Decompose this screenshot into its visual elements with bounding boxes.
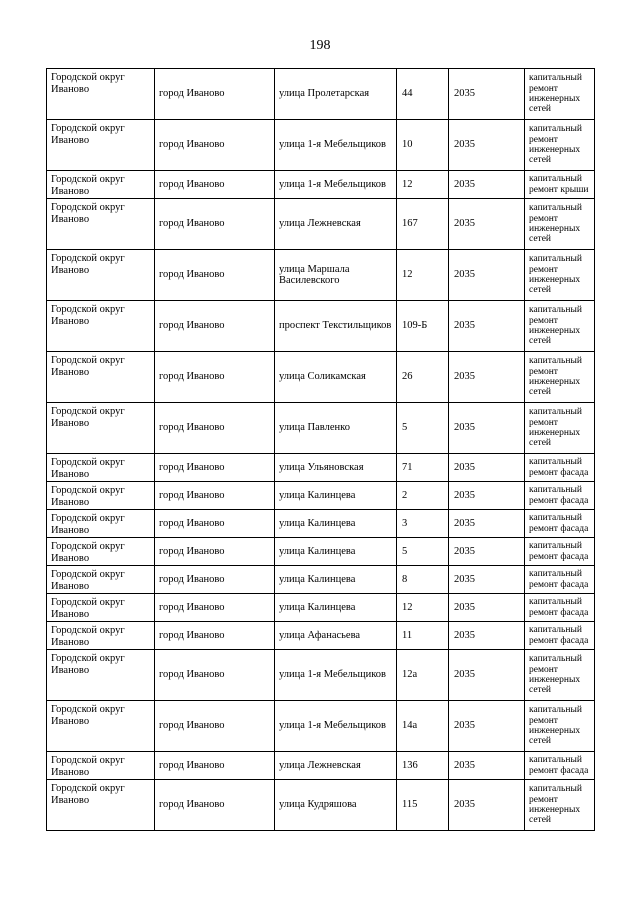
city-cell: город Иваново (155, 780, 275, 831)
street-cell: улица Лежневская (275, 199, 397, 250)
street-cell: улица Калинцева (275, 510, 397, 538)
city-cell: город Иваново (155, 301, 275, 352)
district-cell: Городской округ Иваново (47, 120, 155, 171)
street-cell: улица Калинцева (275, 594, 397, 622)
street-cell: улица 1-я Мебельщиков (275, 120, 397, 171)
house-number-cell: 2 (397, 482, 449, 510)
work-type-cell: капитальный ремонт крыши (525, 171, 595, 199)
work-type-cell: капитальный ремонт инженерных сетей (525, 199, 595, 250)
city-cell: город Иваново (155, 510, 275, 538)
work-type-cell: капитальный ремонт инженерных сетей (525, 701, 595, 752)
district-cell: Городской округ Иваново (47, 352, 155, 403)
street-cell: улица Калинцева (275, 538, 397, 566)
city-cell: город Иваново (155, 454, 275, 482)
street-cell: улица Кудряшова (275, 780, 397, 831)
district-cell: Городской округ Иваново (47, 301, 155, 352)
table-row (47, 510, 595, 538)
work-type-cell: капитальный ремонт фасада (525, 538, 595, 566)
year-cell: 2035 (449, 171, 525, 199)
city-cell: город Иваново (155, 352, 275, 403)
street-cell: улица Калинцева (275, 566, 397, 594)
year-cell: 2035 (449, 780, 525, 831)
table-row (47, 120, 595, 171)
city-cell: город Иваново (155, 482, 275, 510)
house-number-cell: 14а (397, 701, 449, 752)
work-type-cell: капитальный ремонт фасада (525, 594, 595, 622)
table-row (47, 199, 595, 250)
house-number-cell: 44 (397, 69, 449, 120)
street-cell: улица Ульяновская (275, 454, 397, 482)
year-cell: 2035 (449, 622, 525, 650)
table-row (47, 701, 595, 752)
work-type-cell: капитальный ремонт фасада (525, 482, 595, 510)
year-cell: 2035 (449, 403, 525, 454)
work-type-cell: капитальный ремонт инженерных сетей (525, 403, 595, 454)
street-cell: улица 1-я Мебельщиков (275, 171, 397, 199)
house-number-cell: 12а (397, 650, 449, 701)
house-number-cell: 136 (397, 752, 449, 780)
district-cell: Городской округ Иваново (47, 250, 155, 301)
table-row (47, 171, 595, 199)
work-type-cell: капитальный ремонт инженерных сетей (525, 650, 595, 701)
table-body (47, 69, 595, 831)
district-cell: Городской округ Иваново (47, 594, 155, 622)
work-type-cell: капитальный ремонт инженерных сетей (525, 250, 595, 301)
house-number-cell: 167 (397, 199, 449, 250)
city-cell: город Иваново (155, 538, 275, 566)
year-cell: 2035 (449, 566, 525, 594)
year-cell: 2035 (449, 482, 525, 510)
repair-schedule-table (46, 68, 595, 831)
work-type-cell: капитальный ремонт инженерных сетей (525, 301, 595, 352)
district-cell: Городской округ Иваново (47, 482, 155, 510)
work-type-cell: капитальный ремонт фасада (525, 566, 595, 594)
table-row (47, 301, 595, 352)
year-cell: 2035 (449, 701, 525, 752)
city-cell: город Иваново (155, 566, 275, 594)
work-type-cell: капитальный ремонт фасада (525, 622, 595, 650)
city-cell: город Иваново (155, 594, 275, 622)
city-cell: город Иваново (155, 622, 275, 650)
table-row (47, 250, 595, 301)
city-cell: город Иваново (155, 650, 275, 701)
year-cell: 2035 (449, 301, 525, 352)
year-cell: 2035 (449, 510, 525, 538)
city-cell: город Иваново (155, 403, 275, 454)
year-cell: 2035 (449, 752, 525, 780)
year-cell: 2035 (449, 250, 525, 301)
street-cell: улица 1-я Мебельщиков (275, 701, 397, 752)
street-cell: улица Калинцева (275, 482, 397, 510)
table-row (47, 352, 595, 403)
district-cell: Городской округ Иваново (47, 538, 155, 566)
city-cell: город Иваново (155, 250, 275, 301)
work-type-cell: капитальный ремонт инженерных сетей (525, 69, 595, 120)
district-cell: Городской округ Иваново (47, 403, 155, 454)
table-row (47, 594, 595, 622)
house-number-cell: 26 (397, 352, 449, 403)
district-cell: Городской округ Иваново (47, 510, 155, 538)
house-number-cell: 3 (397, 510, 449, 538)
city-cell: город Иваново (155, 701, 275, 752)
street-cell: улица Соликамская (275, 352, 397, 403)
house-number-cell: 109-Б (397, 301, 449, 352)
table-row (47, 403, 595, 454)
district-cell: Городской округ Иваново (47, 752, 155, 780)
work-type-cell: капитальный ремонт фасада (525, 510, 595, 538)
year-cell: 2035 (449, 120, 525, 171)
table-row (47, 482, 595, 510)
house-number-cell: 12 (397, 250, 449, 301)
work-type-cell: капитальный ремонт инженерных сетей (525, 780, 595, 831)
district-cell: Городской округ Иваново (47, 566, 155, 594)
street-cell: улица Маршала Василевского (275, 250, 397, 301)
city-cell: город Иваново (155, 199, 275, 250)
page-number: 198 (309, 38, 331, 53)
street-cell: улица Пролетарская (275, 69, 397, 120)
city-cell: город Иваново (155, 120, 275, 171)
house-number-cell: 5 (397, 538, 449, 566)
year-cell: 2035 (449, 454, 525, 482)
year-cell: 2035 (449, 69, 525, 120)
house-number-cell: 5 (397, 403, 449, 454)
table-row (47, 650, 595, 701)
table-row (47, 780, 595, 831)
table-row (47, 566, 595, 594)
house-number-cell: 12 (397, 594, 449, 622)
year-cell: 2035 (449, 352, 525, 403)
table-row (47, 622, 595, 650)
district-cell: Городской округ Иваново (47, 454, 155, 482)
table-row (47, 538, 595, 566)
table-row (47, 454, 595, 482)
year-cell: 2035 (449, 650, 525, 701)
table-row (47, 69, 595, 120)
year-cell: 2035 (449, 594, 525, 622)
street-cell: улица Павленко (275, 403, 397, 454)
table-row (47, 752, 595, 780)
city-cell: город Иваново (155, 171, 275, 199)
house-number-cell: 12 (397, 171, 449, 199)
house-number-cell: 71 (397, 454, 449, 482)
district-cell: Городской округ Иваново (47, 199, 155, 250)
street-cell: улица 1-я Мебельщиков (275, 650, 397, 701)
district-cell: Городской округ Иваново (47, 650, 155, 701)
house-number-cell: 115 (397, 780, 449, 831)
street-cell: улица Лежневская (275, 752, 397, 780)
city-cell: город Иваново (155, 69, 275, 120)
work-type-cell: капитальный ремонт фасада (525, 454, 595, 482)
house-number-cell: 8 (397, 566, 449, 594)
district-cell: Городской округ Иваново (47, 622, 155, 650)
street-cell: проспект Текстильщиков (275, 301, 397, 352)
year-cell: 2035 (449, 199, 525, 250)
work-type-cell: капитальный ремонт фасада (525, 752, 595, 780)
district-cell: Городской округ Иваново (47, 69, 155, 120)
district-cell: Городской округ Иваново (47, 171, 155, 199)
street-cell: улица Афанасьева (275, 622, 397, 650)
year-cell: 2035 (449, 538, 525, 566)
work-type-cell: капитальный ремонт инженерных сетей (525, 120, 595, 171)
district-cell: Городской округ Иваново (47, 780, 155, 831)
city-cell: город Иваново (155, 752, 275, 780)
district-cell: Городской округ Иваново (47, 701, 155, 752)
work-type-cell: капитальный ремонт инженерных сетей (525, 352, 595, 403)
house-number-cell: 11 (397, 622, 449, 650)
house-number-cell: 10 (397, 120, 449, 171)
